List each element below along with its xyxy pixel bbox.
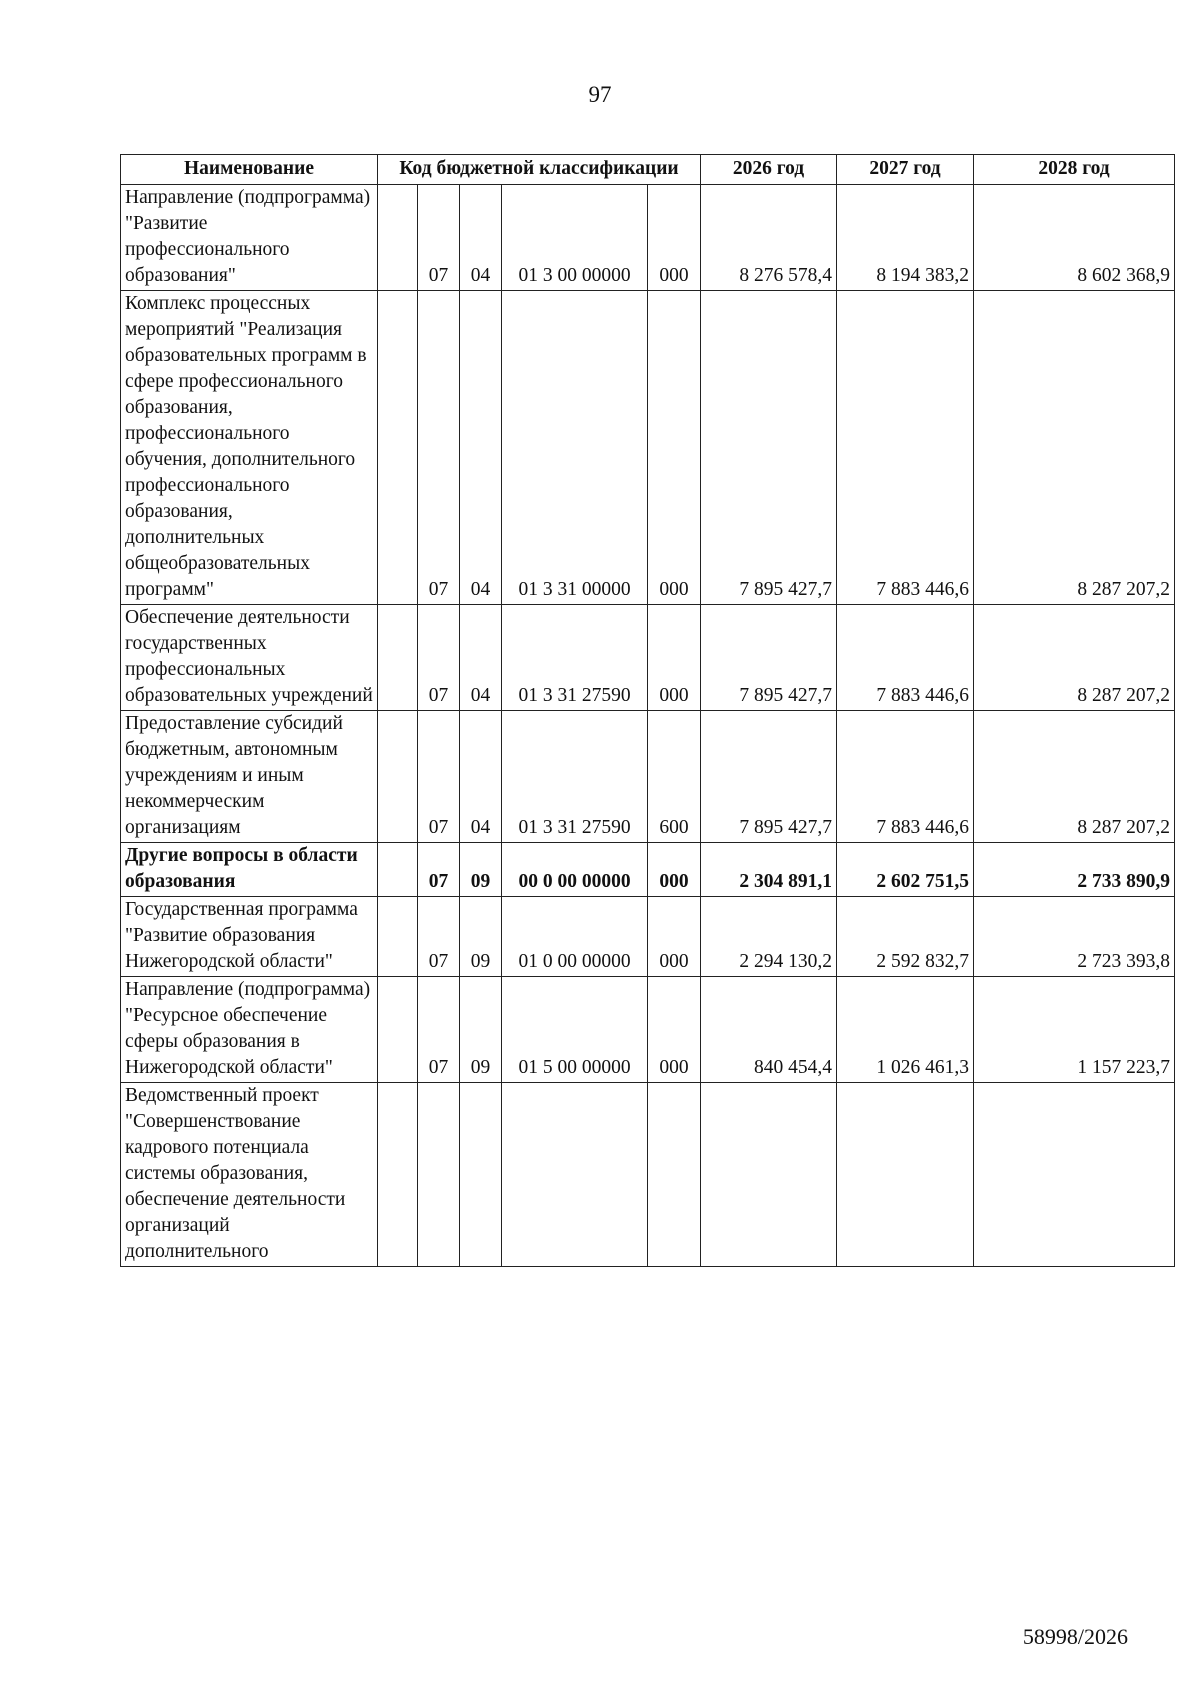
row-name: Направление (подпрограмма) "Ресурсное обеспечение сферы образования в Нижегородской области" (121, 977, 378, 1083)
row-amount-2026: 2 294 130,2 (701, 897, 837, 977)
row-amount-2026: 7 895 427,7 (701, 605, 837, 711)
row-code-section: 07 (418, 897, 460, 977)
table-row (121, 1083, 1175, 1267)
header-2028: 2028 год (974, 155, 1175, 185)
row-code-subsection: 09 (460, 843, 502, 897)
row-amount-2027: 2 602 751,5 (837, 843, 974, 897)
header-2026: 2026 год (701, 155, 837, 185)
row-amount-2027: 7 883 446,6 (837, 711, 974, 843)
row-code-subsection: 09 (460, 897, 502, 977)
row-code-expense-type: 000 (648, 897, 701, 977)
row-amount-2026 (701, 1083, 837, 1267)
row-code-section: 07 (418, 711, 460, 843)
table-row (121, 605, 1175, 711)
row-code-0 (378, 711, 418, 843)
document-id: 58998/2026 (1022, 1624, 1128, 1649)
row-code-target: 01 3 31 27590 (502, 605, 648, 711)
row-code-section: 07 (418, 605, 460, 711)
row-code-0 (378, 291, 418, 605)
row-amount-2026: 7 895 427,7 (701, 711, 837, 843)
row-amount-2028: 2 733 890,9 (974, 843, 1175, 897)
row-amount-2027 (837, 1083, 974, 1267)
row-code-0 (378, 843, 418, 897)
row-code-section: 07 (418, 843, 460, 897)
row-code-0 (378, 977, 418, 1083)
row-code-target: 00 0 00 00000 (502, 843, 648, 897)
header-row (121, 155, 1175, 185)
row-code-section: 07 (418, 977, 460, 1083)
row-code-section (418, 1083, 460, 1267)
row-code-section: 07 (418, 291, 460, 605)
row-amount-2028 (974, 1083, 1175, 1267)
row-amount-2026: 8 276 578,4 (701, 185, 837, 291)
row-amount-2028: 8 287 207,2 (974, 711, 1175, 843)
row-amount-2026: 2 304 891,1 (701, 843, 837, 897)
row-code-subsection: 04 (460, 291, 502, 605)
table-row (121, 897, 1175, 977)
row-amount-2026: 7 895 427,7 (701, 291, 837, 605)
header-name: Наименование (121, 155, 378, 185)
row-code-target: 01 5 00 00000 (502, 977, 648, 1083)
row-code-0 (378, 605, 418, 711)
row-code-expense-type: 000 (648, 185, 701, 291)
row-code-0 (378, 1083, 418, 1267)
row-code-0 (378, 185, 418, 291)
table-row (121, 291, 1175, 605)
row-name: Обеспечение деятельности государственных профессиональных образовательных учреждений (121, 605, 378, 711)
row-code-expense-type: 000 (648, 843, 701, 897)
row-amount-2027: 7 883 446,6 (837, 291, 974, 605)
row-code-target: 01 0 00 00000 (502, 897, 648, 977)
row-code-expense-type: 000 (648, 977, 701, 1083)
row-name: Государственная программа "Развитие образования Нижегородской области" (121, 897, 378, 977)
row-name: Ведомственный проект "Совершенствование кадрового потенциала системы образования, обеспечение деятельности организаций дополнительного (121, 1083, 378, 1267)
row-amount-2028: 8 287 207,2 (974, 605, 1175, 711)
row-code-expense-type: 600 (648, 711, 701, 843)
row-code-target: 01 3 00 00000 (502, 185, 648, 291)
row-name: Комплекс процессных мероприятий "Реализация образовательных программ в сфере профессионального образования, профессионального обучения, дополнительного профессионального образования, дополнительных общеобразовательных программ" (121, 291, 378, 605)
table-row (121, 977, 1175, 1083)
row-code-subsection: 04 (460, 711, 502, 843)
row-code-target (502, 1083, 648, 1267)
row-amount-2027: 1 026 461,3 (837, 977, 974, 1083)
header-2027: 2027 год (837, 155, 974, 185)
row-amount-2028: 1 157 223,7 (974, 977, 1175, 1083)
budget-table (120, 154, 1175, 1267)
row-amount-2027: 8 194 383,2 (837, 185, 974, 291)
row-amount-2027: 2 592 832,7 (837, 897, 974, 977)
row-amount-2026: 840 454,4 (701, 977, 837, 1083)
row-amount-2028: 8 602 368,9 (974, 185, 1175, 291)
header-code: Код бюджетной классификации (378, 155, 701, 185)
row-code-expense-type: 000 (648, 291, 701, 605)
row-name: Другие вопросы в области образования (121, 843, 378, 897)
row-code-0 (378, 897, 418, 977)
row-name: Предоставление субсидий бюджетным, автономным учреждениям и иным некоммерческим организациям (121, 711, 378, 843)
row-code-subsection: 04 (460, 605, 502, 711)
row-code-subsection: 04 (460, 185, 502, 291)
row-amount-2027: 7 883 446,6 (837, 605, 974, 711)
row-code-target: 01 3 31 27590 (502, 711, 648, 843)
row-code-expense-type: 000 (648, 605, 701, 711)
page-number: 97 (588, 82, 612, 107)
row-code-subsection (460, 1083, 502, 1267)
row-code-expense-type (648, 1083, 701, 1267)
row-amount-2028: 8 287 207,2 (974, 291, 1175, 605)
row-code-target: 01 3 31 00000 (502, 291, 648, 605)
table-row (121, 711, 1175, 843)
row-amount-2028: 2 723 393,8 (974, 897, 1175, 977)
row-name: Направление (подпрограмма) "Развитие профессионального образования" (121, 185, 378, 291)
table-row (121, 843, 1175, 897)
row-code-subsection: 09 (460, 977, 502, 1083)
table-row (121, 185, 1175, 291)
row-code-section: 07 (418, 185, 460, 291)
